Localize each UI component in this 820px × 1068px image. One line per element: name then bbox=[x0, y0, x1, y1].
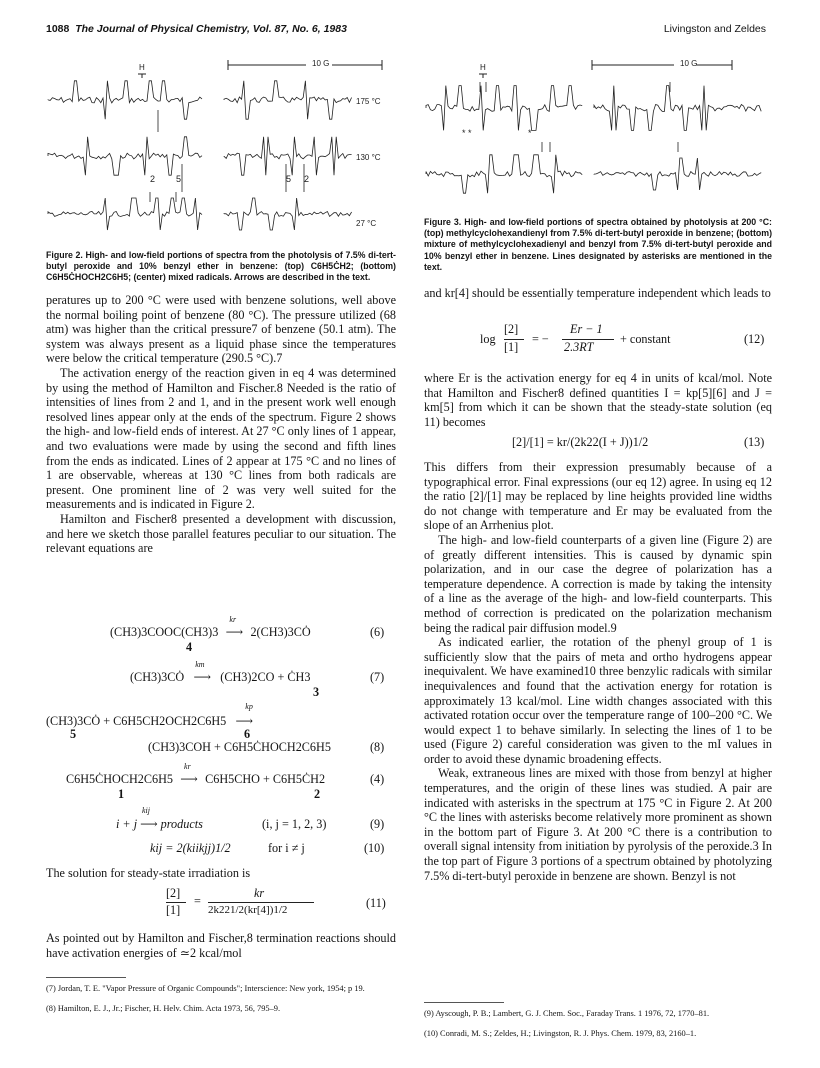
header-authors: Livingston and Zeldes bbox=[663, 23, 766, 35]
eq6-number: (6) bbox=[370, 625, 385, 639]
eq6-arrow: kr ⟶ bbox=[225, 615, 244, 639]
eq12-rhs-num: Er − 1 bbox=[570, 322, 603, 336]
fig2-caption-text: High- and low-field portions of spectra from the photolysis of 7.5% di-tert-butyl peroxide and 10% benzyl ether in benzene: (top) C6H5ĊH2; (bottom) C6H5ĊHOCH2C6H5; (center) mixed radicals. Arrows are described in the text. bbox=[46, 250, 396, 283]
eq7-rate: km bbox=[195, 660, 205, 669]
fig2-line-label-2b: 2 bbox=[304, 174, 310, 184]
fig2-temp-top: 175 °C bbox=[356, 97, 381, 106]
eq4-arrow: kr ⟶ bbox=[180, 762, 198, 786]
left-paragraph-3: Hamilton and Fischer8 presented a development with discussion, and here we sketch those parallel features peculiar to our situation. The relevant equations are bbox=[46, 511, 396, 556]
fig2-temp-mid: 130 °C bbox=[356, 153, 381, 162]
eq12-rhs-den: 2.3RT bbox=[564, 340, 594, 354]
eq6-compound-label: 4 bbox=[186, 640, 193, 654]
equation-10: kij = 2(kiikjj)1/2 bbox=[150, 841, 231, 855]
eq4-lhs: C6H5ĊHOCH2C6H5 bbox=[66, 772, 173, 786]
spectrum-trace bbox=[426, 155, 582, 193]
eq7-compound-label: 3 bbox=[313, 685, 320, 699]
left-paragraph-4: The solution for steady-state irradiation is bbox=[46, 866, 251, 880]
spectrum-trace bbox=[48, 81, 202, 119]
eq4-rhs: C6H5CHO + C6H5ĊH2 bbox=[205, 772, 326, 786]
eq4-label-1: 1 bbox=[118, 787, 125, 801]
figure-2-spectra bbox=[46, 52, 396, 238]
equation-8-line2: (CH3)3COH + C6H5ĊHOCH2C6H5 bbox=[148, 740, 331, 754]
eq11-equals: = bbox=[194, 894, 201, 908]
right-paragraph-0: and kr[4] should be essentially temperature independent which leads to bbox=[424, 286, 771, 300]
fig3-caption-text: High- and low-field portions of spectra obtained by photolysis at 200 °C: (top) methylcyclohexandienyl from 7.5% di-tert-butyl peroxide in benzene; (bottom) mixture of methylcyclohexadienyl and benzyl from 7.5% di-tert-butyl peroxide and 10% benzyl ether in benzene. Lines designated by asterisks are mentioned in the text. bbox=[424, 217, 772, 272]
running-header bbox=[46, 23, 766, 39]
eq7-number: (7) bbox=[370, 670, 385, 684]
fig3-scale-bar bbox=[592, 60, 732, 70]
eq4-number: (4) bbox=[370, 772, 385, 786]
footnote-8: (8) Hamilton, E. J., Jr.; Fischer, H. Helv. Chim. Acta 1973, 56, 795–9. bbox=[46, 1004, 281, 1013]
footnote-10: (10) Conradi, M. S.; Zeldes, H.; Livingston, R. J. Phys. Chem. 1979, 83, 2160–1. bbox=[424, 1029, 697, 1038]
equation-13: [2]/[1] = kr/(2k22(I + J))1/2 bbox=[512, 435, 649, 449]
fig3-asterisk: * * bbox=[462, 128, 472, 138]
eq8-rate: kp bbox=[245, 702, 253, 711]
figure-3-spectra bbox=[424, 52, 774, 212]
equation-11 bbox=[166, 886, 346, 926]
eq8-label-6: 6 bbox=[244, 727, 251, 741]
left-paragraph-5: As pointed out by Hamilton and Fischer,8 termination reactions should have activation energies of ≃2 kcal/mol bbox=[46, 931, 396, 960]
fig2-field-marker: H bbox=[139, 63, 145, 72]
spectrum-trace bbox=[594, 86, 761, 131]
eq11-lhs-den: [1] bbox=[166, 903, 181, 917]
eq6-rate: kr bbox=[229, 615, 237, 624]
right-paragraph-4: As indicated earlier, the rotation of the phenyl group of 1 is sufficiently slow that the pairs of meta and ortho hydrogens appear inequivalent. We have examined10 three benzylic radicals with similar inequivalences and found that the activation energy for rotation is approximately 13 kcal/mol. Line width changes associated with this activated rotation occur over the temperature range of 100–200 °C. We would expect 1 to behave similarly. In selecting the lines of 1 to be used (Figure 2) careful consideration was given to the mI values in order to avoid these dynamic broadening effects. bbox=[424, 635, 772, 766]
left-footnote-rule bbox=[46, 977, 126, 978]
eq7-rhs: (CH3)2CO + ĊH3 bbox=[220, 670, 311, 684]
fig2-scale-bar bbox=[228, 60, 382, 70]
right-paragraph-1: where Er is the activation energy for eq 4 in units of kcal/mol. Note that Hamilton and Fischer8 defined quantities I = kp[5][6] and J = km[5] from which it can be shown that the steady-state solution (eq 11) becomes bbox=[424, 371, 772, 429]
eq6-lhs: (CH3)3COOC(CH3)3 bbox=[110, 625, 219, 639]
spectrum-trace bbox=[48, 137, 202, 175]
right-paragraph-2: This differs from their expression presumably because of a typographical error. Final expressions (our eq 12) agree. In using eq 12 the ratio [2]/[1] may be replaced by line heights provided line widths do not change with temperature and Er may be evaluated from the slope of an Arrhenius plot. bbox=[424, 460, 772, 533]
eq7-lhs: (CH3)3CȮ bbox=[130, 670, 185, 684]
fig3-field-marker: H bbox=[480, 63, 486, 72]
eq6-rhs: 2(CH3)3CȮ bbox=[250, 625, 311, 639]
eq12-log: log bbox=[480, 332, 496, 346]
equation-9 bbox=[116, 817, 203, 832]
equation-7 bbox=[130, 660, 380, 685]
eq9-number: (9) bbox=[370, 817, 385, 831]
right-footnote-rule bbox=[424, 1002, 504, 1003]
right-column-body bbox=[424, 460, 772, 883]
eq11-rhs-den: 2k221/2(kr[4])1/2 bbox=[208, 904, 288, 916]
eq11-rhs-num: kr bbox=[254, 886, 265, 900]
equation-4 bbox=[66, 762, 376, 787]
eq4-label-2: 2 bbox=[314, 787, 321, 801]
eq12-constant: + constant bbox=[620, 332, 671, 346]
eq8-label-5: 5 bbox=[70, 727, 77, 741]
eq4-rate: kr bbox=[184, 762, 191, 771]
right-paragraph-5: Weak, extraneous lines are mixed with those from benzyl at higher temperatures, and the origin of these lines was studied. A pair are indicated with asterisks in the spectrum at 175 °C in Figure 2. At 200 °C the lines with asterisks become relatively more prominent as shown in the bottom part of Figure 3. At 200 °C there is a contribution to overall signal intensity from initiation by pyrolysis of the peroxide.3 In the top part of Figure 3 portions of a spectrum obtained by photolyzing 7.5% di-tert-butyl peroxide in benzene are shown. Benzyl is not bbox=[424, 766, 772, 883]
fig2-temp-bot: 27 °C bbox=[356, 219, 377, 228]
eq11-rhs-bar bbox=[208, 902, 314, 903]
header-left bbox=[46, 23, 347, 35]
eq9-rate: kij bbox=[142, 806, 150, 815]
figure-2-caption bbox=[46, 250, 396, 284]
page-number: 1088 bbox=[46, 23, 70, 35]
left-paragraph-2: The activation energy of the reaction given in eq 4 was determined by using the method of Hamilton and Fischer.8 Needed is the ratio of intensities of lines from 2 and 1, and in the present work well enough resolved lines appear only at the ends of the spectrum. Figure 2 shows the high- and low-field ends of interest. At 27 °C only lines of 1 appear, and two evaluations were made by using the second and fifth lines from the ends as indicated. Lines of 2 appear at 175 °C and no lines of 1 are observable, whereas at 130 °C lines from both radicals are present. One prominent line of 2 was very well suited for the measurements and is indicated in Figure 2. bbox=[46, 365, 396, 512]
fig2-scale-label: 10 G bbox=[312, 59, 330, 68]
footnote-9: (9) Ayscough, P. B.; Lambert, G. J. Chem. Soc., Faraday Trans. 1 1976, 72, 1770–81. bbox=[424, 1009, 710, 1018]
eq8-number: (8) bbox=[370, 740, 385, 754]
equation-8-line1 bbox=[46, 702, 396, 729]
eq7-arrow: km ⟶ bbox=[193, 660, 211, 684]
fig2-line-label-5a: 5 bbox=[176, 174, 182, 184]
left-column-upper bbox=[46, 293, 396, 556]
eq12-equals: = − bbox=[532, 332, 549, 346]
eq10-condition: for i ≠ j bbox=[268, 841, 305, 855]
eq12-number: (12) bbox=[744, 332, 765, 346]
eq11-number: (11) bbox=[366, 896, 386, 910]
eq12-frac-den: [1] bbox=[504, 340, 519, 354]
spectrum-trace bbox=[594, 158, 761, 190]
left-paragraph-1: peratures up to 200 °C were used with benzene solutions, well above the normal boiling point of benzene (80 °C). The pressure utilized (68 atm) was higher than the critical pressure7 of benzene (50.1 atm). The system was always present as a liquid phase since the temperatures were below the critical temperature (290.5 °C).7 bbox=[46, 293, 396, 366]
equation-6 bbox=[110, 615, 396, 640]
fig3-field-arrow bbox=[479, 74, 487, 78]
fig2-line-label-2a: 2 bbox=[150, 174, 156, 184]
eq8-arrow: kp ⟶ bbox=[235, 702, 253, 728]
eq8-lhs: (CH3)3CȮ + C6H5CH2OCH2C6H5 bbox=[46, 714, 227, 728]
eq11-lhs-num: [2] bbox=[166, 886, 181, 900]
equation-12 bbox=[480, 322, 720, 362]
eq10-number: (10) bbox=[364, 841, 385, 855]
spectrum-trace bbox=[224, 198, 352, 230]
spectrum-trace bbox=[48, 198, 202, 230]
figure-3-caption bbox=[424, 217, 772, 273]
fig3-caption-label: Figure 3. bbox=[424, 217, 462, 227]
spectrum-trace bbox=[426, 86, 582, 131]
fig2-caption-label: Figure 2. bbox=[46, 250, 83, 260]
eq12-frac-num: [2] bbox=[504, 322, 519, 336]
spectrum-trace bbox=[224, 81, 352, 119]
eq9-condition: (i, j = 1, 2, 3) bbox=[262, 817, 327, 831]
footnote-7: (7) Jordan, T. E. "Vapor Pressure of Organic Compounds"; Interscience: New york, 1954; p 19. bbox=[46, 984, 365, 993]
journal-citation: The Journal of Physical Chemistry, Vol. 87, No. 6, 1983 bbox=[75, 23, 347, 35]
fig2-line-label-5b: 5 bbox=[286, 174, 292, 184]
eq9-reaction: i + j ⟶ products bbox=[116, 817, 203, 831]
eq13-number: (13) bbox=[744, 435, 765, 449]
fig3-scale-label: 10 G bbox=[680, 59, 698, 68]
right-paragraph-3: The high- and low-field counterparts of a given line (Figure 2) are of greatly different intensities. This is caused by dynamic spin polarization, and in our case the degree of polarization has a temperature dependence. A correction is made by taking the intensity of a line as the average of the high- and low-field counterparts. This method of correction is predicated on the polarization mechanism being the radical pair diffusion model.9 bbox=[424, 532, 772, 635]
fig3-asterisk: * bbox=[528, 128, 532, 138]
fig2-field-arrow bbox=[138, 74, 146, 78]
spectrum-trace bbox=[224, 137, 352, 175]
